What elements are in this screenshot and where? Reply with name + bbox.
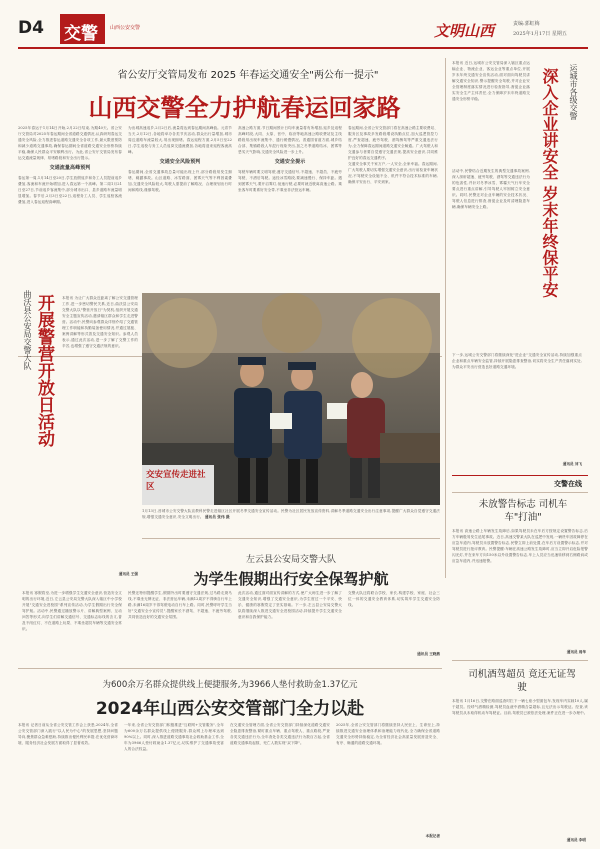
- news-flash-title: 交警在线: [554, 480, 582, 488]
- section-sub: 山西公安交警: [110, 25, 141, 31]
- right-col3: [452, 352, 582, 462]
- right-author: 通讯员 刘飞: [562, 462, 582, 466]
- lead-col4b-text: 交通安全事关千家万户,一人安全,全家幸福。春运期间,广大驾驶人要切实增强交通安全意识,出行前检查车辆状况,不驾驶安全设施不全、机件不符合技术标准的车辆,确保平安出行、平安到家。: [348, 162, 438, 184]
- right-col2-text: 活动中,民警结合近期发生的典型交通事故案例,深入剖析超速、疲劳驾驶、酒驾等交通违法行为的危害性,并针对冬季冰雪、雾霾天气行车安全要点进行重点讲解,引导驾驶人牢固树立安全意识。同时,民警还对企业车辆的安全技术状况、驾驶人信息进行排查,督促企业及时清理隐患车辆,确保车辆安全上路。: [452, 169, 530, 209]
- flash-story1-text: 本报讯 高速公路上车辆发生故障后,如果驾驶员未在车后方按规定设置警告标志,后方车辆极易发生追尾事故。近日,高速交警某大队在巡逻中发现,一辆货车因故障停在应急车道内,驾驶员未放置警告标志,民警立即上前处置,在车后方设置警示标志,并对驾驶员进行批评教育。民警提醒:车辆在高速公路发生故障时,应当立即开启危险报警闪光灯,并在来车方向150米以外设置警告标志,车上人员应当迅速转移到右侧路肩或应急车道内,并迅速报警。: [452, 529, 588, 563]
- middle-col2-text: 民警还特别提醒学生,假期外出时要遵守交通法规,过马路走斑马线,不乘坐无牌无证、非法营运车辆,未满12周岁不得骑自行车上路,未满16周岁不得驾驶电动自行车上路。同时,民警呼吁学生当好"交通安全小宣传员",提醒家长不酒驾、不超速、不疲劳驾驶,共同营造良好的交通安全氛围。: [128, 591, 232, 619]
- middle-col2: [128, 590, 232, 660]
- bottom-col4-text: 2025年,全省公安交管部门将继续坚持人民至上、生命至上,持续推进交通安全治理体系和治理能力现代化,全力确保全省道路交通安全形势持续稳定,为全省经济社会高质量发展营造安全、有序、畅通的道路交通环境。: [336, 723, 440, 745]
- section-name: 交警: [64, 24, 98, 44]
- middle-col4: [348, 590, 440, 650]
- lead-headline: 山西交警全力护航春运回家路: [88, 94, 401, 122]
- flash-story1-author: 通讯员 周华: [566, 650, 586, 654]
- lead-kicker: 省公安厅交管局发布 2025 年春运交通安全"两公布一提示": [117, 70, 379, 81]
- lead-col1-text: 2025年春运于1月14日开始,2月22日结束,为期40天。省公安厅交管局对2025年春运期间全省道路交通情况,认真研判春运交通安全风险,全力推进春运道路交通安全各项工作,最大限度预防和减少道路交通事故,确保春运期间全省道路交通安全形势持续平稳,确保人民群众平安顺利出行。为此,省公安厅交管局发布春运交通流量规律、易堵路段和安全出行提示。: [18, 126, 122, 160]
- middle-col4-text: 交警大队还将联合学校、家长,构建学校、家庭、社会三位一体的交通安全教育体系,切实筑牢学生交通安全防线。: [348, 591, 440, 607]
- news-flash-header: [452, 475, 588, 493]
- pic-headline: 开展警营开放日活动: [34, 294, 54, 447]
- lead-sub3: 交通安全提示: [274, 159, 306, 165]
- lead-col2b-text: 春运期间,全省交通事故总量可能出现上升,部分路段易发生拥堵、剐蹭事故。山区道路、冰雪路面、团雾天气等不利因素叠加,交通安全风险较大,驾驶人需提前了解路况、合理规划出行时间和路线,谨慎驾驶。: [128, 170, 232, 192]
- middle-col3-text: 此次活动,通过面对面宣传讲解的方式,使广大师生进一步了解了交通安全知识,增强了交通安全意识,为学生度过一个平安、快乐、健康的寒假奠定了坚实基础。下一步,左云县公安局交警大队将继续深入推进交通安全进校园活动,持续提升学生交通安全意识和自我保护能力。: [238, 591, 342, 619]
- flash-story2-text: 本报讯 1月16日,交警在路面巡查时拦下一辆七座小型面包车,发现车内实载10人,属于超员。经呼气酒精检测,驾驶员血液中酒精含量超标,且无法出示驾驶证。经查,该驾驶员从未取得机动车驾驶证。目前,驾驶员已被依法处理,案件正在进一步办理中。: [452, 699, 588, 715]
- flash-story1: [452, 528, 588, 648]
- bottom-col4: [336, 722, 440, 832]
- bottom-headline: 2024年山西公安交管部门全力以赴: [95, 699, 365, 719]
- bottom-author: 本报记者: [425, 834, 440, 838]
- right-col1: [452, 60, 530, 165]
- middle-kicker: 左云县公安局交警大队: [245, 555, 336, 565]
- news-photo: [142, 293, 440, 505]
- middle-divider: [142, 538, 440, 539]
- right-col1-text: 本报讯 近日,运城市公安交管局深入辖区重点运输企业、物流企业、客运企业等重点单位,开展岁末年终交通安全宣传活动,面对面向驾驶员讲解交通安全知识,警示提醒安全驾驶,并对企业安全管理制度落实情况进行检查指导,督促企业落实安全生产主体责任,全力保障岁末年终道路交通安全形势平稳。: [452, 61, 530, 101]
- masthead-rule: [18, 47, 588, 49]
- pic-col-title: 曲沃县公安局交警大队: [23, 290, 32, 370]
- bottom-col3-text: 在交通安全管理方面,全省公安交管部门持续深化道路交通安全隐患排查整治,紧盯重点车辆、重点驾驶人、重点路段,严查各类交通违法行为,全年查处各类交通违法行为数百万起,全省道路交通事故起数、死亡人数实现"双下降"。: [230, 723, 330, 745]
- photo-credit: 通讯员 张伟 摄: [204, 515, 230, 519]
- date-line: 2025年1月17日 星期五: [513, 31, 567, 37]
- lead-col1b-text: 春运第一周,1月14日至20日,学生放假返乡和务工人员提前返乡叠加,客流和车流开始增加,进入春运第一个高峰。第二周1月21日至27日,节前返乡客流集中,部分城市出口、县乡道路车流量明显增加。春节后,2月3日至22日,返程务工人员、学生返校客流叠加,进入春运返程高峰期。: [18, 176, 122, 204]
- middle-author: 通讯员 王晓燕: [417, 652, 440, 656]
- right-col-title: 运城市各级交警: [569, 64, 578, 120]
- masthead: [18, 14, 588, 44]
- bottom-divider: [18, 668, 442, 669]
- right-column-divider: [445, 58, 446, 578]
- bottom-kicker: 为600余万名群众提供线上便捷服务,为3966人垫付救助金1.37亿元: [102, 680, 358, 690]
- lead-sub2: 交通安全风险预判: [159, 159, 201, 165]
- middle-col3: [238, 590, 342, 660]
- bottom-col2-text: 一年来,全省公安交管部门积极推进"互联网+交管服务",全年为600余万名群众提供线上便捷服务,群众网上办理率达到90%以上。同时,深入推进道路交通事故社会救助基金工作,全年为3966人垫付救助金1.37亿元,切实维护了交通事故受害人的合法权益。: [124, 723, 224, 751]
- photo-caption-title: 交安宣传走进社区: [146, 470, 206, 492]
- paper-name: 文明山西: [434, 22, 495, 40]
- photo-caption-text: 1月13日,晋城市公安交警大队宣教科民警走进辖区社区开展冬季交通安全宣传活动。民警为社区居民发放宣传资料,讲解冬季道路交通安全出行注意事项,提醒广大群众自觉遵守交通法规,增强交通安全意识,安全文明出行。: [142, 509, 440, 519]
- flash-story2-headline: 司机酒驾超员 竟还无证驾驶: [468, 669, 576, 693]
- flash-story2: [452, 698, 588, 836]
- right-headline: 深入企业讲安全 岁末年终保平安: [540, 68, 559, 298]
- lead-col4-text: 春运期间,全省公安交管部门将在高速公路主要收费站、服务区及事故多发路段增设执勤点位,加大巡逻管控力度,严查超速、疲劳驾驶、酒驾醉驾等严重交通违法行为,全力保障春运期间道路交通安全畅通。广大驾驶人和交通参与者要自觉遵守交通法规,提高安全意识,共同维护良好的春运交通秩序。: [348, 126, 438, 160]
- page-code: D4: [18, 18, 44, 38]
- editor-line: 责编:郭虹梅: [513, 21, 540, 27]
- lead-sub1: 交通流量高峰预判: [49, 165, 91, 171]
- bottom-col1-text: 本报讯 记者日前从全省公安交管工作会上获悉,2024年,全省公安交管部门深入践行"以人民为中心"的发展思想,坚持问题导向,聚焦群众急难愁盼,持续推出便民利民举措,在优化营商环境、服务经济社会发展方面取得了显著成效。: [18, 723, 118, 745]
- middle-col1-text: 本报讯 寒假将至,为进一步增强学生交通安全意识,营造安全文明的出行环境,近日,左云县公安局交警大队深入辖区中小学校开展"交通安全进校园"系列宣传活动,为学生假期出行安全保驾护航。活动中,民警通过播放警示片、讲解典型案例、互动问答等形式,向学生们讲解交通信号、交通标志标线的含义,普及不闯红灯、不在道路上玩耍、不乘坐超员车辆等交通安全常识。: [22, 591, 122, 631]
- lead-col3-text: 高速公路方面,节日期间预计日均车流量将有所增加,返乡及返程高峰时段,大同、太原、晋中、临汾等地高速公路收费站及主线路段易出现车流集中、通行缓慢情况。普通国省道方面,城乡结合部、集镇路段人车混行现象突出,加之冬季道路结冰、团雾等恶劣天气影响,交通安全风险进一步上升。: [238, 126, 342, 154]
- lead-col3b-text: 驾驶车辆时要文明驾驶,遵守交通信号,不超速、不超员、不疲劳驾驶、不酒后驾驶。途经冰雪路段,要减速慢行、保持车距。遇到团雾天气,要开启雾灯,低速行驶,必要时就近驶离高速公路。乘坐客车时要系好安全带,不乘坐非法营运车辆。: [238, 170, 342, 192]
- bottom-col1: [18, 722, 118, 840]
- section-badge: [60, 14, 105, 44]
- pic-author: 通讯员 王强: [118, 572, 138, 576]
- flash-story2-author: 通讯员 李明: [566, 838, 586, 842]
- flash-story1-headline: 未放警告标志 司机车车"打油": [478, 499, 568, 523]
- middle-headline: 为学生假期出行安全保驾护航: [193, 570, 389, 588]
- bottom-col2: [124, 722, 224, 840]
- pic-text-body: 本报讯 为让广大群众近距离了解公安交通管理工作,进一步密切警民关系,近日,曲沃县公安局交警大队以"警营开放日"为契机,组织开展交通安全主题宣传活动,邀请辖区群众和学生走进警营。活动中,民警向参观群众详细介绍了交通管理工作职能和执勤装备使用情况,并通过展板、案例讲解等形式普及交通安全知识。参观人员表示,通过此次活动,进一步了解了交警工作的辛苦,也增强了遵守交通法规的意识。: [62, 296, 138, 348]
- photo-caption-box: [142, 465, 214, 505]
- right-col3-text: 下一步,运城公安交警部门将继续深化"进企业"交通安全宣传活动,持续加强重点企业和重点车辆安全监管,持续开展隐患排查整治,切实将安全生产责任落到实处,为群众平安出行营造良好道路交通环境。: [452, 353, 582, 369]
- right-col2: [452, 168, 530, 348]
- photo-caption: [142, 508, 440, 534]
- middle-col1: [22, 590, 122, 660]
- bottom-col3: [230, 722, 330, 840]
- lead-col2-text: 为出城高速返乡,2月2日后,流量将达到春运期间高峰值。元宵节当天,2月12日,各地将举办各类节庆活动,群众出行量增加,城市周边道路车流量较大,易出现拥堵。春运返程方面,2月5日至22日,学生返校与务工人员返岗交通流叠加,各地将迎来返程客流高峰。: [128, 126, 232, 154]
- flash-divider: [452, 660, 588, 661]
- pic-text: [62, 295, 138, 570]
